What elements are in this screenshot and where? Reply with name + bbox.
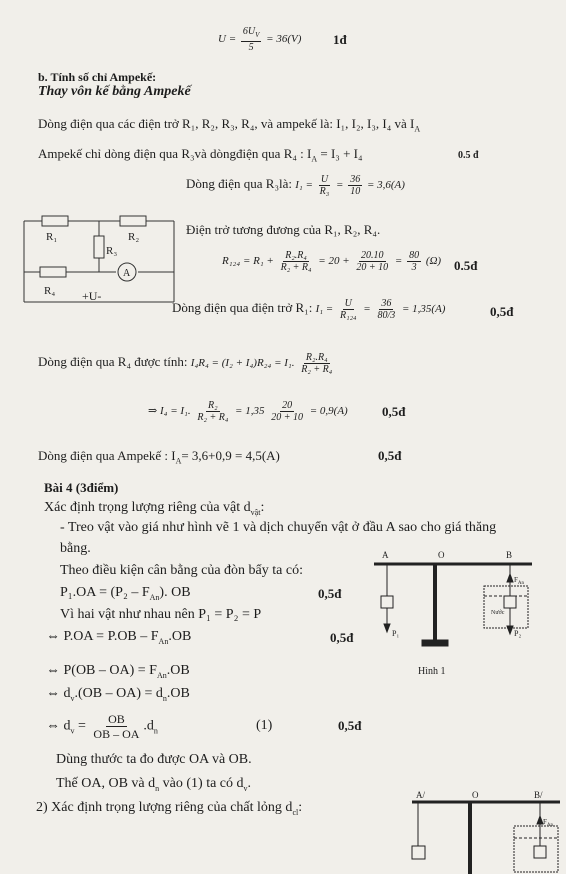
part-b-title: b. Tính số chỉ Ampekế: bbox=[38, 70, 157, 84]
sec1-l9-num: OB bbox=[108, 712, 125, 726]
sec1-l11-sub: n bbox=[155, 783, 160, 793]
sec1-l9-den: OB – OA bbox=[93, 727, 140, 741]
fig1-label-p2: P₂ bbox=[514, 629, 522, 638]
circuit-r4-label: R₄ bbox=[44, 285, 56, 297]
line-currents-text: Dòng điện qua các điện trở R₁, R₂, R₃, R₄, và ampekế là: I₁, I₂, I₃, I₄ và I bbox=[38, 116, 415, 131]
line-ammeter-rest: = I₃ + I₄ bbox=[317, 146, 363, 161]
sec1-l9-sub2: n bbox=[153, 726, 158, 736]
fig1-label-b: B bbox=[506, 550, 513, 560]
line-i4-result-mid: = 1,35 bbox=[235, 405, 265, 418]
sec1-l6 bbox=[46, 629, 191, 646]
sec1-l9-eq: = bbox=[74, 718, 86, 734]
part-b-subtitle: Thay vôn kế bằng Ampekế bbox=[38, 84, 191, 99]
line-i3 bbox=[186, 174, 405, 197]
sec2-heading-text: 2) Xác định trọng lượng riêng của chất lỏng d bbox=[36, 800, 293, 815]
sec1-l4-text: P₁.OA = (P₂ – F bbox=[60, 585, 150, 600]
figure-1-lever bbox=[360, 548, 540, 678]
fig2-label-b: B/ bbox=[534, 790, 543, 800]
eq-u-rhs: = 36(V) bbox=[266, 33, 302, 46]
sec1-l4 bbox=[60, 585, 191, 602]
sec1-l8-sub2: n bbox=[162, 693, 167, 703]
sec1-l11-rest: . bbox=[247, 776, 252, 791]
circuit-r1-label: R₁ bbox=[46, 231, 58, 243]
bai4-title: Bài 4 (3điểm) bbox=[44, 480, 119, 495]
circuit-r2-label: R₂ bbox=[128, 231, 140, 243]
sec1-l7-rest: .OB bbox=[166, 663, 190, 678]
line-currents bbox=[38, 116, 420, 134]
line-i4-result-d1: R₂ + R₄ bbox=[197, 412, 229, 423]
sec1-l8-text: ⇔ d bbox=[46, 686, 71, 701]
line-ammeter-score: 0.5 đ bbox=[458, 150, 479, 161]
sec1-l7-sub: An bbox=[156, 670, 167, 680]
line-i1 bbox=[172, 298, 445, 321]
line-i1-d2: 80/3 bbox=[377, 310, 396, 321]
sec1-l3: Theo điều kiện cân bằng của đòn bẩy ta có: bbox=[60, 563, 303, 578]
line-equivalent: Điện trở tương đương của R₁, R₂, R₄. bbox=[186, 222, 381, 237]
line-i3-n1: U bbox=[320, 174, 329, 185]
sec1-l4-rest: ). OB bbox=[159, 585, 191, 600]
eq-r124-mid: = 20 + bbox=[318, 255, 350, 268]
line-i4-result-n1: R₂ bbox=[208, 400, 218, 411]
eq-u-num: 6U bbox=[242, 26, 256, 37]
line-i3-n2: 36 bbox=[350, 174, 361, 185]
eq-r124-n3: 80 bbox=[409, 250, 420, 261]
sec1-l6-rest: .OB bbox=[168, 629, 192, 644]
line-i4 bbox=[38, 352, 336, 375]
circuit-diagram bbox=[24, 212, 174, 304]
line-ia-text: Dòng điện qua Ampekế : I bbox=[38, 448, 176, 463]
fig1-caption: Hình 1 bbox=[418, 666, 446, 677]
sec1-l4-score: 0,5đ bbox=[318, 586, 342, 601]
fig1-fa-sub: An bbox=[517, 581, 525, 586]
sec1-heading-sub: vật bbox=[250, 507, 261, 517]
fig1-label-fa bbox=[514, 576, 525, 586]
sec1-heading-text: Xác định trọng lượng riêng của vật d bbox=[44, 500, 251, 515]
line-i1-rhs: = 1,35(A) bbox=[402, 303, 446, 316]
line-i4-d1: R₂ + R₄ bbox=[301, 364, 333, 375]
sec1-l7-text: ⇔ P(OB – OA) = F bbox=[46, 663, 157, 678]
eq-r124-eq: = bbox=[394, 255, 403, 268]
line-i1-text: Dòng điện qua điện trở R₁: bbox=[172, 300, 313, 316]
sec2-heading bbox=[36, 800, 302, 817]
line-i3-d1: R₃ bbox=[319, 186, 330, 197]
line-i1-score: 0,5đ bbox=[490, 304, 514, 319]
sec1-l9-label: (1) bbox=[256, 718, 273, 733]
line-i3-lhs: I₁ = bbox=[295, 179, 313, 192]
line-ammeter-text: Ampekế chỉ dòng điện qua R₃và dòngđiện qua R₄ : I bbox=[38, 146, 312, 161]
line-ia bbox=[38, 448, 280, 466]
sec1-l8 bbox=[46, 686, 190, 703]
sec1-l9-score: 0,5đ bbox=[338, 718, 362, 733]
line-ia-score: 0,5đ bbox=[378, 448, 402, 463]
sec1-l9-rest: .d bbox=[143, 718, 154, 734]
sec1-l1: - Treo vật vào giá như hình vẽ 1 và dịch chuyển vật ở đầu A sao cho giá thăng bbox=[60, 520, 497, 535]
eq-r124-score: 0.5đ bbox=[454, 258, 478, 273]
sec1-heading bbox=[44, 500, 264, 517]
sec1-l7 bbox=[46, 663, 190, 680]
fig1-label-water: Nước bbox=[491, 610, 505, 616]
fig1-label-o: O bbox=[438, 550, 445, 560]
line-i4-result bbox=[148, 400, 348, 423]
eq-u-den: 5 bbox=[248, 42, 254, 53]
sec1-l4-sub: An bbox=[149, 592, 160, 602]
line-i3-rhs: = 3,6(A) bbox=[366, 179, 405, 192]
sec1-l10: Dùng thước ta đo được OA và OB. bbox=[56, 752, 252, 767]
sec1-heading-rest: : bbox=[260, 500, 265, 515]
eq-u-score: 1đ bbox=[333, 32, 347, 47]
fig1-fa-text: F bbox=[514, 576, 518, 584]
circuit-ammeter-label: A bbox=[123, 268, 131, 279]
line-i4-lhs: I₄R₄ = (I₂ + I₄)R₂₄ = I₁. bbox=[190, 357, 295, 370]
eq-r124-d2: 20 + 10 bbox=[356, 262, 389, 273]
eq-r124 bbox=[222, 250, 441, 273]
eq-r124-d3: 3 bbox=[411, 262, 417, 273]
eq-r124-n1: R₂.R₄ bbox=[285, 250, 307, 261]
fig2-fa-text: F bbox=[543, 818, 547, 826]
sec1-l6-text: ⇔ P.OA = P.OB – F bbox=[46, 629, 159, 644]
sec1-l9-lhs: ⇔ d bbox=[46, 718, 71, 734]
line-i4-result-rhs: = 0,9(A) bbox=[309, 405, 348, 418]
line-i4-n1: R₂.R₄ bbox=[305, 352, 328, 363]
eq-u-fraction bbox=[241, 26, 262, 53]
line-ammeter-sub: A bbox=[311, 154, 318, 164]
sec1-l5: Vì hai vật như nhau nên P₁ = P₂ = P bbox=[60, 607, 262, 622]
fig2-fa-sub: An bbox=[546, 823, 554, 828]
sec1-l9 bbox=[46, 712, 158, 741]
sec1-l11-mid: vào (1) ta có d bbox=[159, 776, 244, 791]
equation-u bbox=[218, 26, 301, 53]
line-i4-result-lhs: ⇒ I₄ = I₁. bbox=[148, 405, 191, 418]
fig1-label-a: A bbox=[382, 550, 389, 560]
eq-u-num-sub: V bbox=[255, 31, 260, 39]
line-i1-eq: = bbox=[363, 303, 371, 316]
fig2-label-o: O bbox=[472, 790, 479, 800]
line-currents-sub: A bbox=[414, 124, 421, 134]
fig2-label-a: A/ bbox=[416, 790, 425, 800]
sec1-l9-sub: v bbox=[70, 726, 75, 736]
line-i1-n2: 36 bbox=[381, 298, 392, 309]
circuit-r3-label: R₃ bbox=[106, 245, 118, 257]
fig1-label-p1: P₁ bbox=[392, 629, 400, 638]
eq-r124-lhs: R₁₂₄ = R₁ + bbox=[222, 255, 274, 268]
line-i4-score: 0,5đ bbox=[382, 404, 406, 419]
sec2-heading-rest: : bbox=[298, 800, 303, 815]
line-i3-eq: = bbox=[336, 179, 344, 192]
line-i4-result-d2: 20 + 10 bbox=[271, 412, 303, 423]
sec1-l6-sub: An bbox=[158, 636, 169, 646]
line-i3-text: Dòng điện qua R₃là: bbox=[186, 176, 292, 192]
sec1-l11-text: Thế OA, OB và d bbox=[56, 776, 156, 791]
eq-r124-rhs: (Ω) bbox=[425, 255, 442, 268]
eq-r124-d1: R₂ + R₄ bbox=[280, 262, 312, 273]
sec1-l2: bằng. bbox=[60, 541, 91, 556]
figure-2-lever bbox=[400, 786, 560, 874]
eq-r124-n2: 20.10 bbox=[361, 250, 384, 261]
line-ia-rest: = 3,6+0,9 = 4,5(A) bbox=[181, 448, 280, 463]
sec1-l11 bbox=[56, 776, 251, 793]
line-i1-lhs: I₁ = bbox=[315, 303, 334, 316]
line-i4-result-n2: 20 bbox=[282, 400, 293, 411]
eq-u-lhs: U = bbox=[218, 33, 237, 46]
circuit-source-label: +U- bbox=[82, 289, 102, 303]
line-i3-d2: 10 bbox=[350, 186, 361, 197]
sec1-l11-sub2: v bbox=[243, 783, 248, 793]
line-ia-sub: A bbox=[175, 456, 182, 466]
sec2-heading-sub: cl bbox=[292, 807, 299, 817]
line-i1-n1: U bbox=[344, 298, 352, 309]
sec1-l6-score: 0,5đ bbox=[330, 630, 354, 645]
line-i1-d1: R₁₂₄ bbox=[339, 310, 357, 321]
line-i4-text: Dòng điện qua R₄ được tính: bbox=[38, 354, 188, 370]
line-ammeter bbox=[38, 146, 363, 164]
sec1-l8-mid: .(OB – OA) = d bbox=[74, 686, 163, 701]
sec1-l8-rest: .OB bbox=[166, 686, 190, 701]
sec1-l8-sub: v bbox=[70, 693, 75, 703]
